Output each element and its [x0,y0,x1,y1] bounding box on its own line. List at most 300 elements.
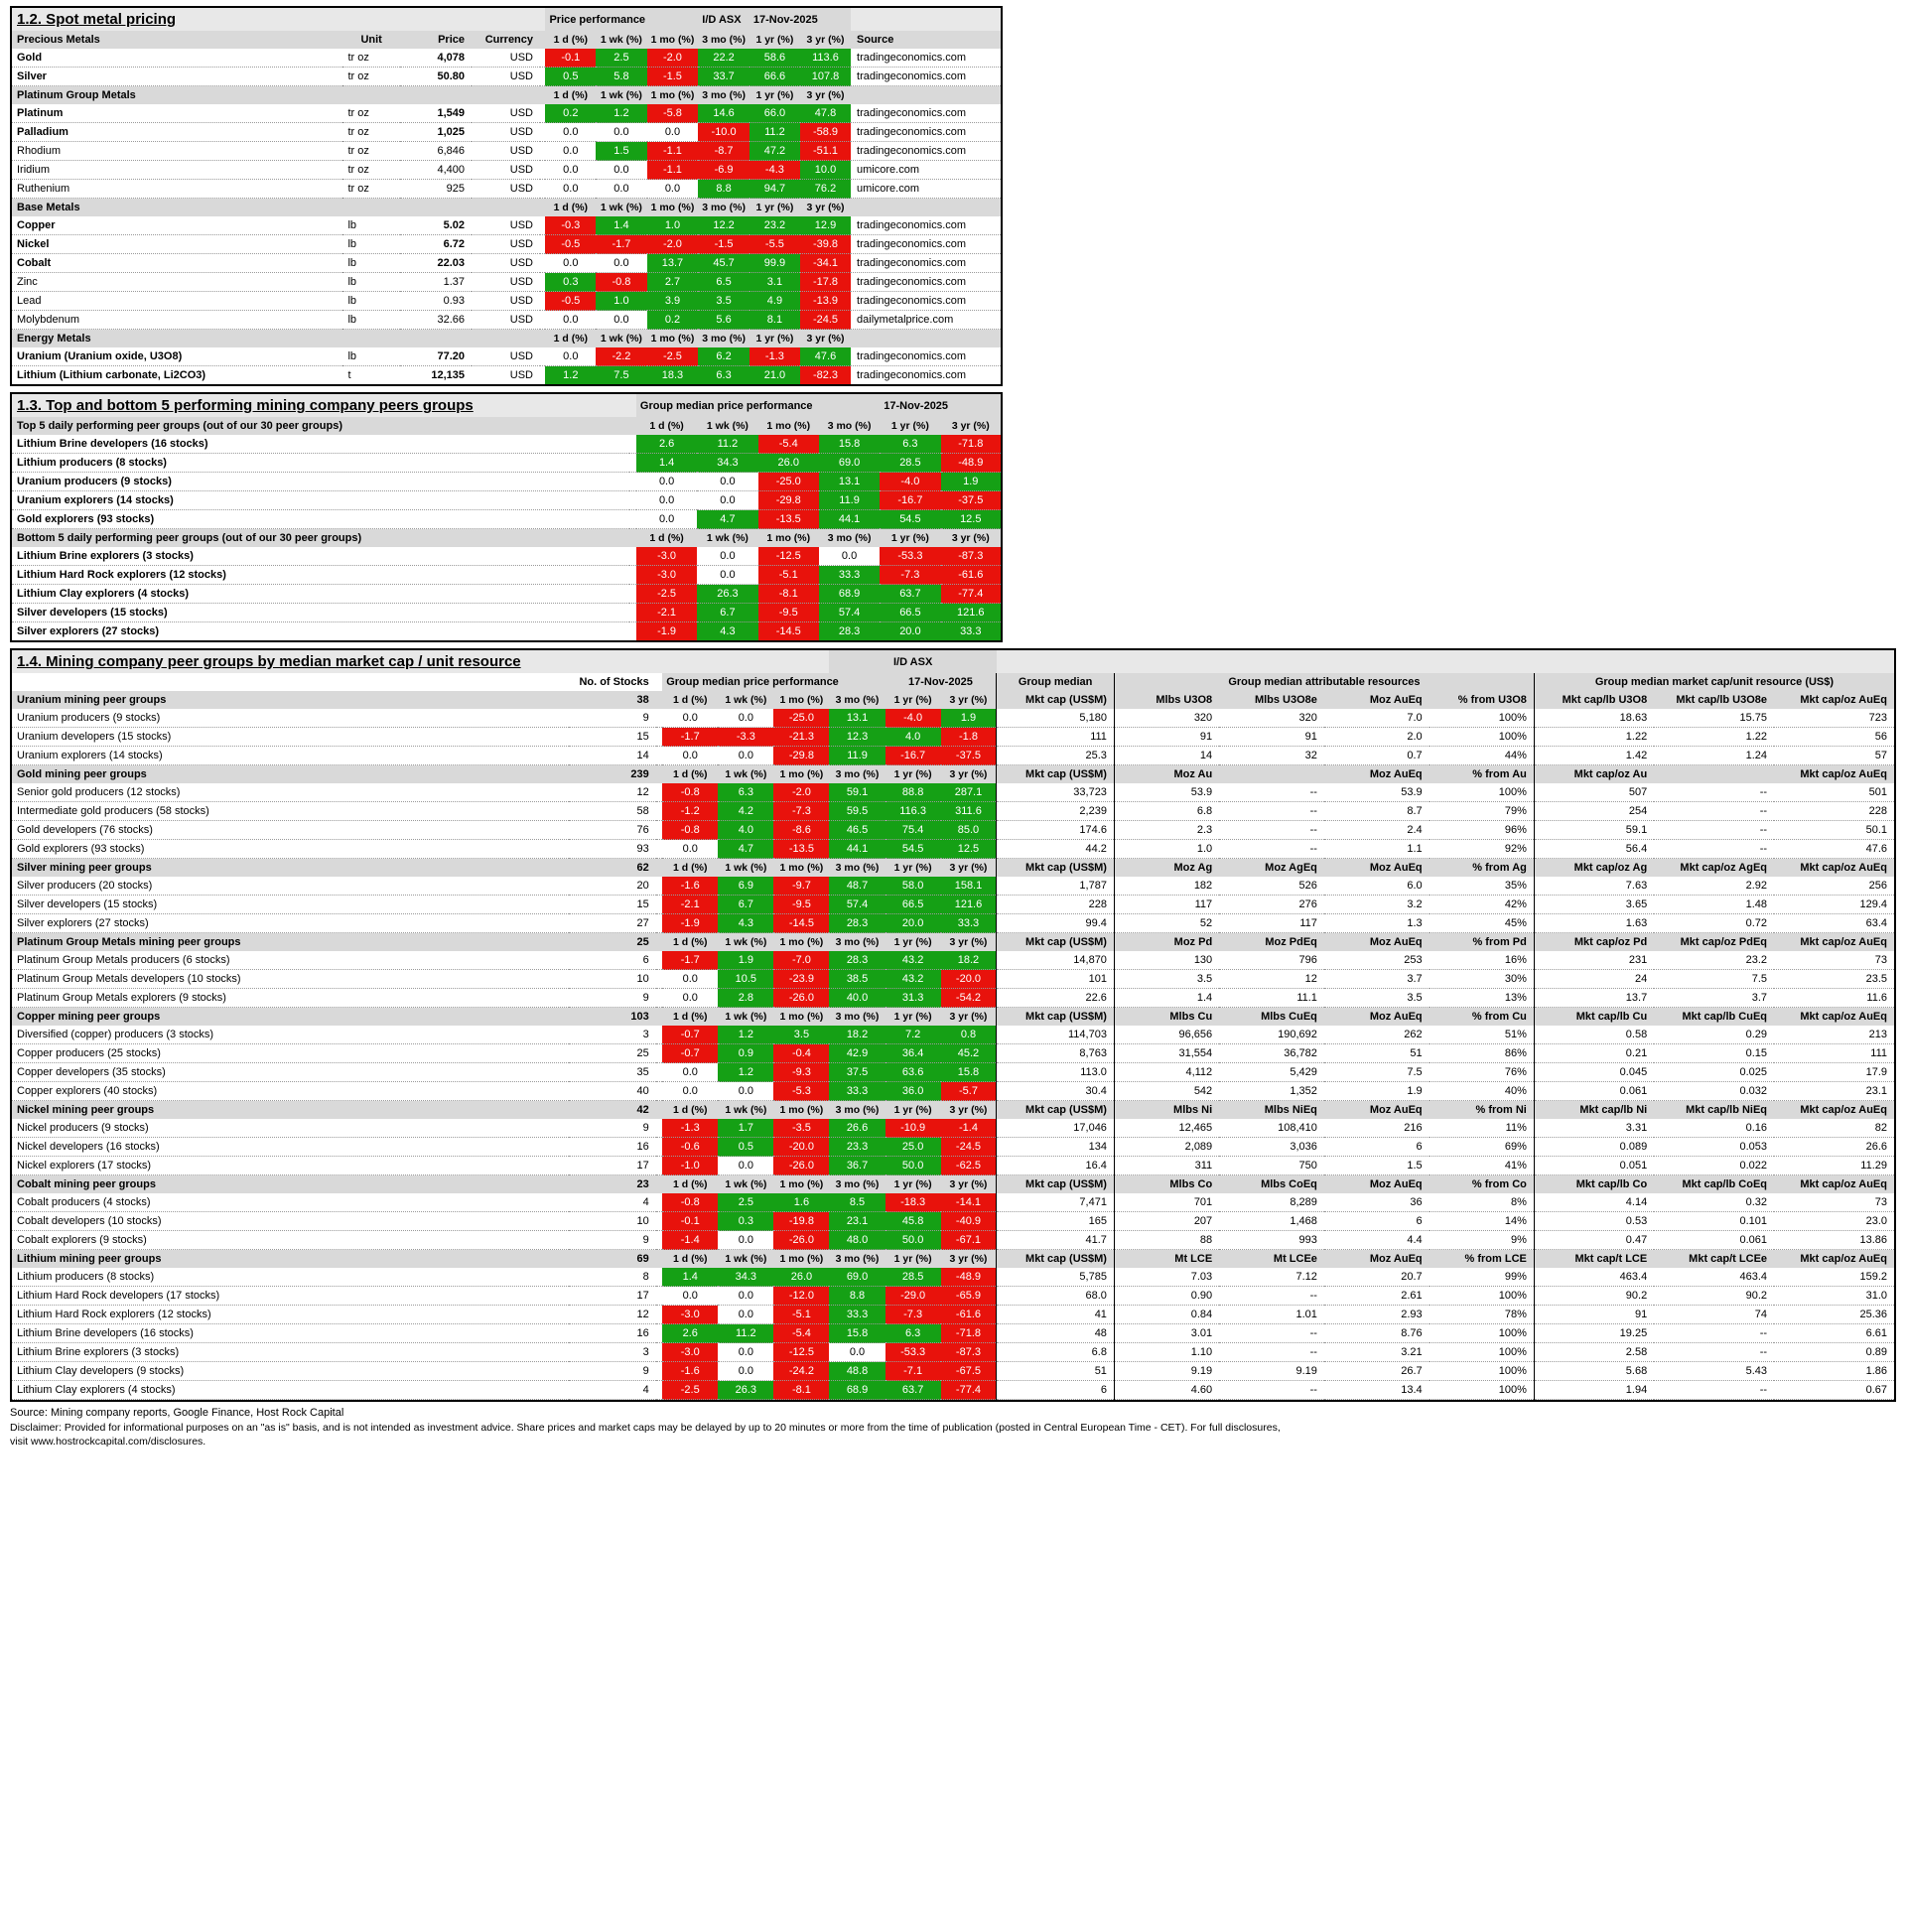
peer-group-unit-resource-1: 1.24 [1745,750,1768,761]
peer-perf-5: -1.4 [941,1119,997,1138]
peer-perf-4: -53.3 [885,1343,941,1362]
peer-group-row [12,1268,1894,1287]
metal-currency: USD [509,369,534,381]
perf-header-5: 3 yr (%) [800,330,851,348]
peer-group-unit-resource-0: 231 [1534,951,1654,970]
peer-group-unit-resource-1: -- [1759,824,1768,836]
peer-group-count: 12 [636,786,649,798]
unit-header [342,330,399,348]
peer-group-name: Lithium producers (8 stocks) [17,457,167,469]
peer-group-resource-1: -- [1309,824,1317,836]
peer-group-resource-1: 11.1 [1296,992,1317,1004]
peer-perf-5: -87.3 [941,1343,997,1362]
peer-perf-0: -3.0 [636,547,697,566]
metal-row [11,123,1002,142]
peer-group-row [12,1082,1894,1101]
spacer [629,547,636,566]
metal-name: Gold [17,52,43,64]
resource-header-2: Moz AuEq [1324,765,1430,784]
peer-perf-1: 1.2 [718,1063,773,1082]
peer-group-resource-1: -- [1309,843,1317,855]
peer-block-name: Cobalt mining peer groups [12,1175,569,1194]
peer-perf-2: -2.0 [773,783,829,802]
metal-perf-4: 99.9 [749,254,800,273]
unit-resource-header-1: Mkt cap/oz AgEq [1654,859,1774,878]
metal-perf-5: 113.6 [800,49,851,68]
peer-group-name: Gold developers (76 stocks) [17,824,153,836]
peer-group-resource-3: 44% [1504,750,1527,761]
peer-group-name: Lithium Hard Rock developers (17 stocks) [17,1290,220,1302]
peer-group-resource-3: 100% [1498,1365,1527,1377]
currency-header: Currency [472,31,540,49]
peer-perf-3: 48.7 [829,877,885,896]
metal-price: 32.66 [437,314,465,326]
peer-group-unit-resource-0: 3.65 [1534,896,1654,914]
peer-group-row [12,970,1894,989]
perf-header-4: 1 yr (%) [749,330,800,348]
peer-group-resource-1: 117 [1299,917,1317,929]
peer-group-count: 9 [642,712,649,724]
metal-price: 925 [446,183,465,195]
peer-group-resource-0: 0.84 [1114,1306,1219,1324]
perf-header-3: 3 mo (%) [829,1008,885,1027]
peer-group-name: Cobalt producers (4 stocks) [17,1196,151,1208]
as-of-date-1-4: 17-Nov-2025 [885,673,997,691]
peer-group-mkt-cap: 111 [997,728,1115,747]
peer-group-unit-resource-0: 91 [1534,1306,1654,1324]
group-header-label: Platinum Group Metals [11,86,342,105]
peer-perf-1: 1.9 [718,951,773,970]
peer-group-unit-resource-1: 74 [1754,1309,1768,1320]
peer-group-mkt-cap: 134 [997,1138,1115,1157]
metal-perf-4: 21.0 [749,366,800,386]
footer-disclaimer-line-1: Disclaimer: Provided for informational purposes on an "as is" basis, and is not intended as investment advice. Share prices and market caps may be delayed by up to 20 minutes or more from the time of publication (posted in Central European Time - CET). For full disclosures, [10,1421,1281,1434]
peer-perf-4: 66.5 [880,604,940,622]
peer-perf-1: 0.0 [718,1306,773,1324]
metal-perf-3: -6.9 [698,161,749,180]
peer-perf-5: 287.1 [941,783,997,802]
peer-group-resource-0: 14 [1114,747,1219,765]
peer-perf-0: -1.3 [662,1119,718,1138]
peer-group-count: 20 [636,880,649,892]
metal-perf-1: 1.4 [596,216,646,235]
peer-block-name: Lithium mining peer groups [12,1250,569,1269]
peer-perf-2: -9.7 [773,877,829,896]
peer-group-unit-resource-2: 82 [1874,1122,1887,1134]
peer-perf-0: -3.0 [636,566,697,585]
metal-name: Nickel [17,238,50,250]
resource-header-1: Moz AgEq [1219,859,1324,878]
resource-header-0: Mlbs Co [1114,1175,1219,1194]
peer-block-count: 38 [569,691,656,709]
peer-group-resource-1: 108,410 [1278,1122,1317,1134]
peer-perf-5: -5.7 [941,1082,997,1101]
metal-source: umicore.com [857,164,919,176]
peer-perf-3: 0.0 [829,1343,885,1362]
peer-group-count: 27 [636,917,649,929]
peer-group-resource-0: 0.90 [1114,1287,1219,1306]
peer-group-unit-resource-0: 56.4 [1534,840,1654,859]
peer-perf-1: 0.9 [718,1044,773,1063]
peer-perf-5: -77.4 [941,585,1002,604]
perf-header-5: 3 yr (%) [941,1175,997,1194]
peer-group-resource-0: 130 [1114,951,1219,970]
peer-perf-2: -5.3 [773,1082,829,1101]
metal-perf-2: -1.1 [647,142,699,161]
unit-resource-header-1: Mkt cap/lb NiEq [1654,1101,1774,1120]
peer-group-resource-3: 99% [1504,1271,1527,1283]
peer-perf-2: -5.1 [758,566,819,585]
metal-perf-2: 3.9 [647,292,699,311]
unit-header: Unit [342,31,399,49]
peer-perf-2: -8.1 [773,1381,829,1400]
metal-source: tradingeconomics.com [857,238,967,250]
metal-source: tradingeconomics.com [857,52,967,64]
peer-perf-3: 28.3 [829,914,885,933]
metal-perf-2: -2.5 [647,347,699,366]
perf-header-0: 1 d (%) [662,1101,718,1120]
top-5-header-label: Top 5 daily performing peer groups (out of our 30 peer groups) [11,417,629,435]
peer-group-resource-3: 92% [1504,843,1527,855]
peer-group-mkt-cap: 7,471 [997,1193,1115,1212]
metal-perf-0: -0.1 [545,49,596,68]
peer-group-unit-resource-2: 11.6 [1866,992,1887,1004]
metal-perf-5: -39.8 [800,235,851,254]
source-header: Source [851,31,1002,49]
peer-perf-4: 66.5 [885,896,941,914]
group-median-label-1-3: Group median price performance [636,393,880,417]
metal-price: 1,025 [437,126,465,138]
peer-cap-title-row [12,650,1894,673]
peer-block-header-row [12,933,1894,952]
spacer [629,566,636,585]
peer-perf-4: 20.0 [885,914,941,933]
metal-name: Ruthenium [17,183,70,195]
perf-header-5: 3 yr (%) [941,765,997,784]
metal-perf-0: 0.0 [545,311,596,330]
peer-perf-4: 54.5 [880,510,940,529]
peer-perf-0: 0.0 [662,747,718,765]
metal-perf-1: 1.0 [596,292,646,311]
peer-group-row [12,1157,1894,1175]
unit-resource-header-0: Mkt cap/oz Pd [1534,933,1654,952]
metal-perf-3: 33.7 [698,68,749,86]
metal-currency: USD [509,219,534,231]
peer-group-resource-1: 320 [1298,712,1317,724]
currency-header [472,86,540,105]
peer-perf-4: 4.0 [885,728,941,747]
perf-header-1: 1 wk (%) [718,1008,773,1027]
metal-perf-4: 3.1 [749,273,800,292]
peer-group-unit-resource-1: 0.16 [1745,1122,1768,1134]
metal-perf-2: 0.0 [647,180,699,199]
peer-group-resource-3: 13% [1504,992,1527,1004]
peer-group-mkt-cap: 48 [997,1324,1115,1343]
resource-header-3: % from Ni [1430,1101,1535,1120]
peer-perf-2: -21.3 [773,728,829,747]
perf-header-1: 1 wk (%) [718,933,773,952]
metal-perf-4: -1.3 [749,347,800,366]
peer-perf-4: -4.0 [880,473,940,491]
peer-group-resource-2: 216 [1404,1122,1423,1134]
peer-group-unit-resource-0: 0.045 [1534,1063,1654,1082]
metal-perf-3: 5.6 [698,311,749,330]
peer-group-count: 9 [642,1365,649,1377]
perf-header-2: 1 mo (%) [773,933,829,952]
footer-source: Source: Mining company reports, Google Finance, Host Rock Capital [10,1407,344,1419]
peer-group-unit-resource-1: 0.72 [1745,917,1768,929]
peer-group-mkt-cap: 6.8 [997,1343,1115,1362]
spacer [12,673,569,691]
peer-group-row [11,473,1002,491]
peer-group-unit-resource-2: 13.86 [1859,1234,1887,1246]
peer-group-resource-3: 86% [1504,1047,1527,1059]
peer-perf-2: 1.6 [773,1193,829,1212]
metal-row [11,254,1002,273]
peer-group-resource-2: 1.3 [1407,917,1423,929]
peer-perf-1: 4.3 [697,622,757,642]
peer-perf-5: 33.3 [941,914,997,933]
mkt-cap-header: Mkt cap (US$M) [997,1175,1115,1194]
metal-name: Platinum [17,107,64,119]
spacer [629,510,636,529]
metal-perf-5: -34.1 [800,254,851,273]
peer-perf-1: 0.0 [697,547,757,566]
peer-perf-0: -0.8 [662,1193,718,1212]
perf-header-0: 1 d (%) [545,199,596,217]
peer-perf-4: 31.3 [885,989,941,1008]
spacer [629,417,636,435]
peer-group-mkt-cap: 228 [997,896,1115,914]
unit-resource-header-1: Mkt cap/lb U3O8e [1654,691,1774,709]
peer-perf-1: 0.3 [718,1212,773,1231]
peer-group-resource-2: 2.61 [1401,1290,1423,1302]
peer-group-unit-resource-0: 5.68 [1534,1362,1654,1381]
peer-group-unit-resource-1: 0.29 [1745,1029,1768,1040]
peer-perf-1: -3.3 [718,728,773,747]
metal-perf-0: 0.0 [545,254,596,273]
peer-group-row [12,989,1894,1008]
peer-block-name: Gold mining peer groups [12,765,569,784]
peer-perf-0: -1.7 [662,728,718,747]
currency-header [472,199,540,217]
peer-group-resource-1: 190,692 [1278,1029,1317,1040]
peer-group-unit-resource-0: 463.4 [1534,1268,1654,1287]
metal-perf-1: 5.8 [596,68,646,86]
peer-group-count: 40 [636,1085,649,1097]
metal-perf-5: 76.2 [800,180,851,199]
perf-header-5: 3 yr (%) [941,529,1002,548]
peer-perf-2: -25.0 [773,709,829,728]
peer-group-unit-resource-1: -- [1759,1346,1768,1358]
peer-perf-4: 58.0 [885,877,941,896]
resource-header-1: Mt LCEe [1219,1250,1324,1269]
peer-perf-3: 59.1 [829,783,885,802]
perf-header-4: 1 yr (%) [749,199,800,217]
peer-perf-3: 37.5 [829,1063,885,1082]
metal-perf-3: 8.8 [698,180,749,199]
peer-group-resource-2: 6 [1416,1215,1423,1227]
peer-group-row [12,821,1894,840]
resource-header-1: Mlbs CuEq [1219,1008,1324,1027]
peer-group-row [12,896,1894,914]
peer-group-count: 14 [636,750,649,761]
unit-resource-header-0: Mkt cap/lb Ni [1534,1101,1654,1120]
peer-group-unit-resource-2: 256 [1868,880,1887,892]
peer-group-row [12,877,1894,896]
metal-perf-1: 0.0 [596,254,646,273]
metal-name: Lithium (Lithium carbonate, Li2CO3) [17,369,206,381]
resource-header-1: Mlbs NiEq [1219,1101,1324,1120]
peer-perf-0: 0.0 [662,1287,718,1306]
peer-block-header-row [12,1250,1894,1269]
group-header-label: Base Metals [11,199,342,217]
metal-source: tradingeconomics.com [857,145,967,157]
peer-group-resource-3: 100% [1498,1327,1527,1339]
metal-unit: lb [347,295,357,307]
peer-group-resource-2: 20.7 [1401,1271,1423,1283]
metal-row [11,347,1002,366]
peer-group-resource-0: 4,112 [1114,1063,1219,1082]
peer-perf-4: 54.5 [885,840,941,859]
metal-unit: lb [347,257,357,269]
peer-group-unit-resource-1: 0.053 [1739,1141,1768,1153]
metal-perf-4: 4.9 [749,292,800,311]
metal-perf-4: 11.2 [749,123,800,142]
peer-perf-2: -29.8 [758,491,819,510]
perf-header-5: 3 yr (%) [941,691,997,709]
peer-perf-2: -0.4 [773,1044,829,1063]
metal-price: 12,135 [431,369,465,381]
peer-group-resource-1: 993 [1298,1234,1317,1246]
metal-unit: lb [347,350,357,362]
peer-group-count: 9 [642,1234,649,1246]
metal-name: Molybdenum [17,314,79,326]
top-5-header [11,417,1002,435]
resource-header-3: % from Pd [1430,933,1535,952]
perf-header-4: 1 yr (%) [885,691,941,709]
metal-name: Zinc [17,276,38,288]
peer-perf-2: -5.1 [773,1306,829,1324]
metal-perf-0: 0.3 [545,273,596,292]
metal-row [11,142,1002,161]
peer-group-name: Silver explorers (27 stocks) [17,917,149,929]
peer-perf-4: -29.0 [885,1287,941,1306]
peer-group-unit-resource-2: 26.6 [1865,1141,1887,1153]
peer-group-name: Uranium developers (15 stocks) [17,731,172,743]
section-title-1-2: 1.2. Spot metal pricing [11,7,540,31]
peer-perf-2: -25.0 [758,473,819,491]
unit-resource-header-1: Mkt cap/t LCEe [1654,1250,1774,1269]
peer-perf-5: 18.2 [941,951,997,970]
peer-group-row [12,709,1894,728]
peer-group-count: 6 [642,954,649,966]
unit-resource-header-2: Mkt cap/oz AuEq [1774,933,1894,952]
peer-perf-3: 28.3 [819,622,880,642]
peer-perf-3: 13.1 [819,473,880,491]
peer-group-unit-resource-2: 73 [1874,954,1887,966]
peer-group-resource-2: 1.5 [1407,1160,1423,1172]
peer-group-resource-3: 100% [1498,731,1527,743]
peer-perf-3: 36.7 [829,1157,885,1175]
peer-group-resource-0: 182 [1114,877,1219,896]
peer-group-mkt-cap: 16.4 [997,1157,1115,1175]
peer-perf-5: -77.4 [941,1381,997,1400]
peer-group-resource-0: 88 [1114,1231,1219,1250]
perf-header-4: 1 yr (%) [885,1250,941,1269]
metal-perf-0: 0.0 [545,347,596,366]
metal-perf-3: -1.5 [698,235,749,254]
peer-perf-5: 85.0 [941,821,997,840]
metal-currency: USD [509,164,534,176]
peer-group-name: Gold explorers (93 stocks) [17,513,155,525]
peer-perf-4: 43.2 [885,970,941,989]
peer-perf-2: -9.5 [773,896,829,914]
peer-perf-4: -4.0 [885,709,941,728]
peer-perf-4: -10.9 [885,1119,941,1138]
peer-perf-2: -26.0 [773,1157,829,1175]
peer-block-count: 25 [569,933,656,952]
peer-group-resource-3: 40% [1504,1085,1527,1097]
mkt-cap-header: Mkt cap (US$M) [997,691,1115,709]
peer-group-mkt-cap: 14,870 [997,951,1115,970]
metal-price: 77.20 [437,350,465,362]
peer-block-header-row [12,1175,1894,1194]
peer-perf-2: -13.5 [758,510,819,529]
unit-resource-header-1: Mkt cap/lb CuEq [1654,1008,1774,1027]
peer-group-resource-1: 3,036 [1290,1141,1317,1153]
peer-group-unit-resource-2: 23.0 [1865,1215,1887,1227]
peer-perf-1: 4.7 [697,510,757,529]
peer-group-row [12,747,1894,765]
metal-unit: tr oz [347,70,369,82]
perf-header-3: 3 mo (%) [829,859,885,878]
peer-group-count: 12 [636,1309,649,1320]
metal-unit: tr oz [347,164,369,176]
peer-group-resource-3: 79% [1504,805,1527,817]
peer-group-count: 17 [636,1290,649,1302]
peer-group-name: Copper producers (25 stocks) [17,1047,161,1059]
metal-perf-2: -2.0 [647,49,699,68]
perf-header-1: 1 wk (%) [596,31,646,49]
metal-perf-5: -51.1 [800,142,851,161]
peer-group-row [12,802,1894,821]
peer-perf-0: -0.8 [662,821,718,840]
metal-row [11,180,1002,199]
peer-perf-0: 0.0 [636,491,697,510]
peer-group-count: 3 [642,1346,649,1358]
unit-resource-header-0: Mkt cap/oz Ag [1534,859,1654,878]
peer-group-name: Intermediate gold producers (58 stocks) [17,805,209,817]
peer-block-header-row [12,859,1894,878]
peer-perf-3: 57.4 [819,604,880,622]
metal-perf-4: 66.0 [749,104,800,123]
metal-row [11,161,1002,180]
section-title-1-3: 1.3. Top and bottom 5 performing mining company peers groups [11,393,629,417]
peer-perf-5: -87.3 [941,547,1002,566]
peer-group-unit-resource-1: 0.32 [1745,1196,1768,1208]
spot-metal-pricing-table [10,6,1003,386]
peer-cap-band-row [12,673,1894,691]
peer-perf-5: -48.9 [941,1268,997,1287]
spot-title-row [11,7,1002,31]
peer-group-resource-2: 1.9 [1407,1085,1423,1097]
perf-header-4: 1 yr (%) [885,765,941,784]
metal-unit: lb [347,238,357,250]
peer-group-row [11,566,1002,585]
peer-group-mkt-cap: 113.0 [997,1063,1115,1082]
peer-group-resource-3: 35% [1504,880,1527,892]
